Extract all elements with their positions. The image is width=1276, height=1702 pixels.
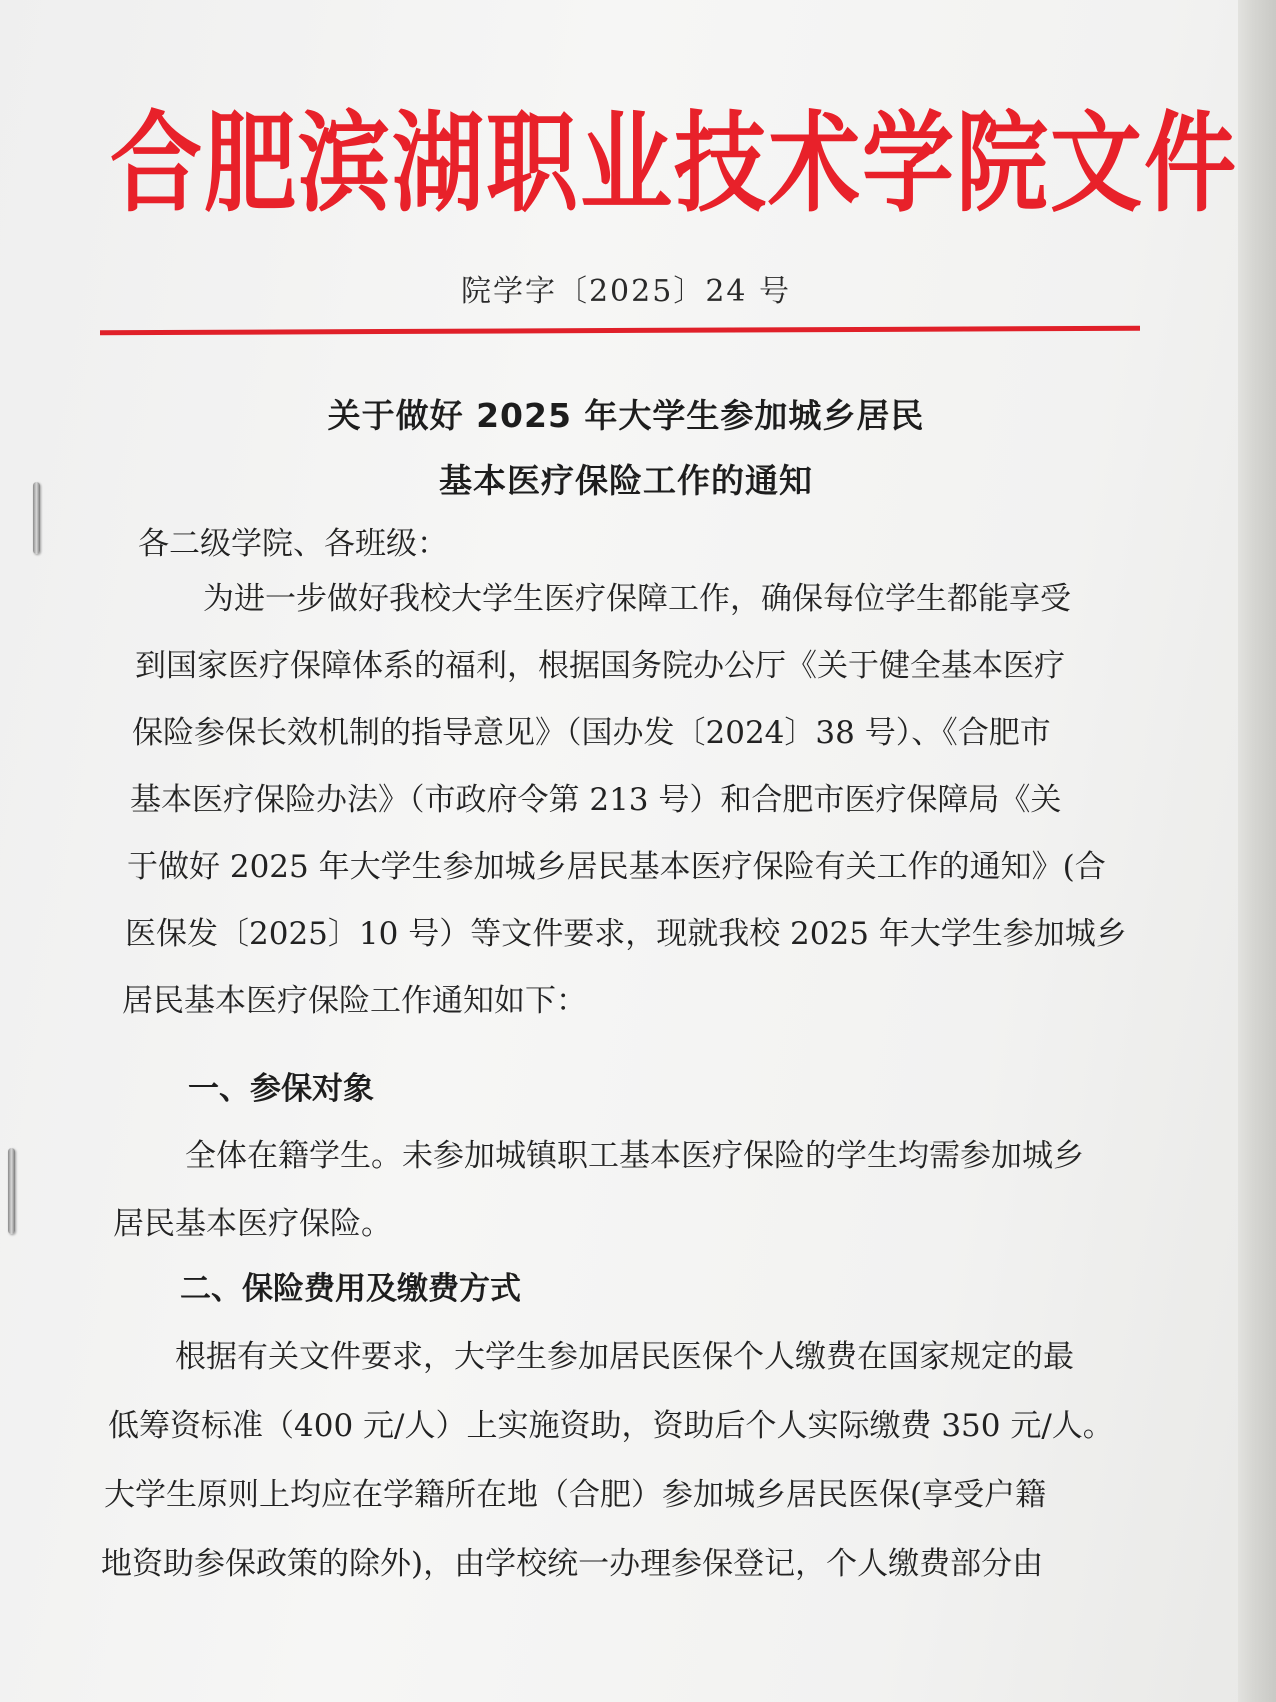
intro-line: 到国家医疗保障体系的福利，根据国务院办公厅《关于健全基本医疗 <box>135 648 1065 684</box>
stacked-paper-edge <box>1238 0 1276 1702</box>
intro-line: 于做好 2025 年大学生参加城乡居民基本医疗保险有关工作的通知》(合 <box>127 849 1106 885</box>
staple-bottom <box>8 1148 15 1234</box>
notice-title-line-1: 关于做好 2025 年大学生参加城乡居民 <box>327 396 925 435</box>
intro-line: 基本医疗保险办法》（市政府令第 213 号）和合肥市医疗保障局《关 <box>130 782 1062 818</box>
section1-line: 居民基本医疗保险。 <box>113 1206 392 1242</box>
salutation: 各二级学院、各班级： <box>138 526 448 562</box>
section1-line: 全体在籍学生。未参加城镇职工基本医疗保险的学生均需参加城乡 <box>185 1138 1084 1174</box>
section2-line: 地资助参保政策的除外)，由学校统一办理参保登记，个人缴费部分由 <box>101 1546 1044 1582</box>
section2-line: 大学生原则上均应在学籍所在地（合肥）参加城乡居民医保(享受户籍 <box>104 1477 1047 1513</box>
notice-title-line-2: 基本医疗保险工作的通知 <box>439 461 813 500</box>
intro-line: 保险参保长效机制的指导意见》（国办发〔2024〕38 号）、《合肥市 <box>132 715 1051 751</box>
intro-line: 为进一步做好我校大学生医疗保障工作，确保每位学生都能享受 <box>203 581 1071 617</box>
section-heading-fees-payment: 二、保险费用及缴费方式 <box>180 1271 521 1307</box>
intro-line: 医保发〔2025〕10 号）等文件要求，现就我校 2025 年大学生参加城乡 <box>125 916 1127 952</box>
section2-line: 根据有关文件要求，大学生参加居民医保个人缴费在国家规定的最 <box>175 1339 1074 1375</box>
section2-line: 低筹资标准（400 元/人）上实施资助，资助后个人实际缴费 350 元/人。 <box>108 1408 1114 1444</box>
intro-line: 居民基本医疗保险工作通知如下： <box>122 983 587 1019</box>
section-heading-insured-persons: 一、参保对象 <box>188 1071 374 1107</box>
masthead-title: 合肥滨湖职业技术学院文件 <box>110 99 1239 227</box>
document-number: 院学字〔2025〕24 号 <box>460 274 792 309</box>
